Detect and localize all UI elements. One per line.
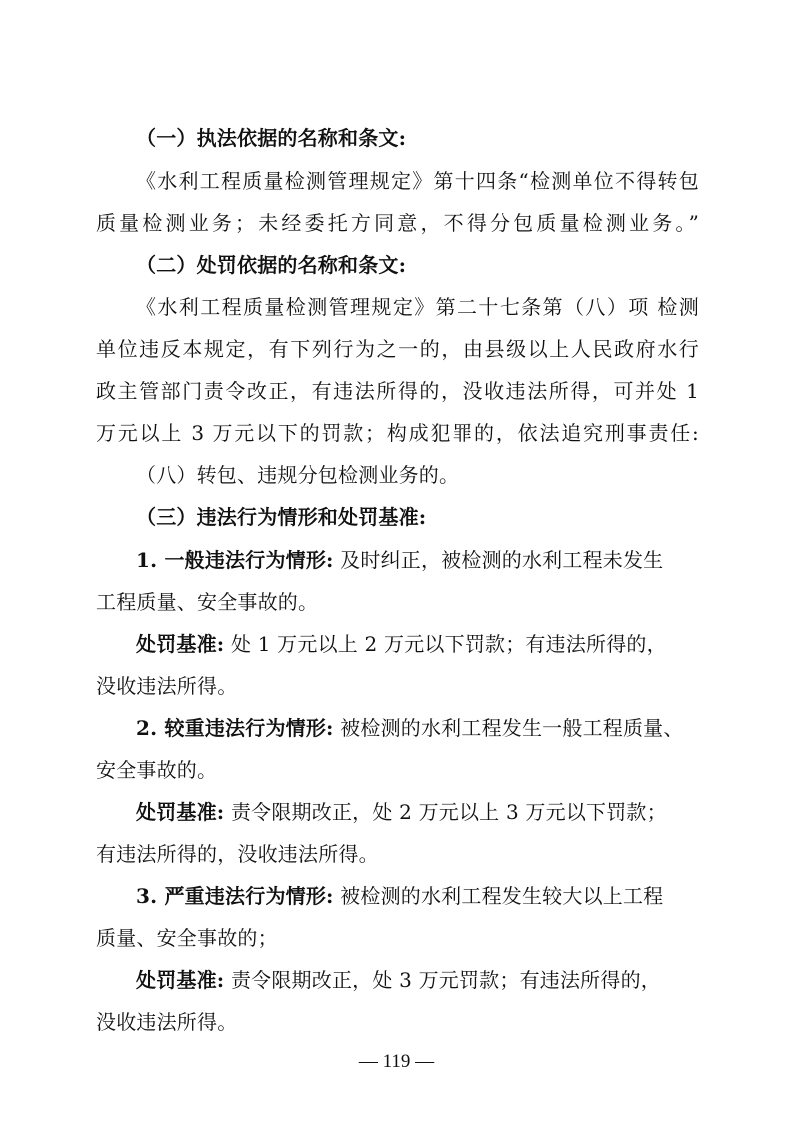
paragraph-line: 单位违反本规定，有下列行为之一的，由县级以上人民政府水行 [96, 337, 699, 361]
paragraph-line: 质量、安全事故的； [96, 926, 278, 950]
paragraph-line: 《水利工程质量检测管理规定》第二十七条第（八）项 检测 [136, 295, 699, 319]
paragraph-line: 质量检测业务；未经委托方同意，不得分包质量检测业务。” [96, 211, 699, 235]
penalty-label: 处罚基准: [136, 968, 225, 992]
item-label: 1. 一般违法行为情形: [136, 548, 334, 572]
heading-enforcement-basis: （一）执法依据的名称和条文: [136, 126, 407, 150]
item-text: 及时纠正，被检测的水利工程未发生 [333, 548, 664, 572]
penalty-standard-severe [136, 967, 661, 993]
penalty-standard-serious [136, 799, 667, 825]
paragraph-line: 《水利工程质量检测管理规定》第十四条“检测单位不得转包 [136, 169, 699, 193]
paragraph-line: 有违法所得的，没收违法所得。 [96, 842, 379, 866]
paragraph-line: 政主管部门责令改正，有违法所得的，没收违法所得，可并处 1 [96, 379, 699, 403]
paragraph-line: 没收违法所得。 [96, 674, 238, 698]
heading-violation-circumstances: （三）违法行为情形和处罚基准: [136, 505, 427, 529]
page-number: — 119 — [358, 1051, 435, 1072]
heading-penalty-basis: （二）处罚依据的名称和条文: [136, 253, 407, 277]
penalty-label: 处罚基准: [136, 800, 225, 824]
item-serious-violation [136, 715, 684, 741]
item-label: 3. 严重违法行为情形: [136, 884, 334, 908]
paragraph-line: 安全事故的。 [96, 758, 218, 782]
paragraph-line: 没收违法所得。 [96, 1010, 238, 1034]
item-label: 2. 较重违法行为情形: [136, 716, 334, 740]
penalty-label: 处罚基准: [136, 632, 225, 656]
penalty-text: 责令限期改正，处 3 万元罚款；有违法所得的， [224, 968, 661, 992]
paragraph-line: 工程质量、安全事故的。 [96, 590, 319, 614]
item-text: 被检测的水利工程发生较大以上工程 [333, 884, 664, 908]
paragraph-line: 万元以上 3 万元以下的罚款；构成犯罪的，依法追究刑事责任: [96, 421, 699, 445]
item-general-violation [136, 547, 663, 573]
penalty-standard-general [136, 631, 667, 657]
item-severe-violation [136, 883, 663, 909]
penalty-text: 处 1 万元以上 2 万元以下罚款；有违法所得的， [224, 632, 667, 656]
item-text: 被检测的水利工程发生一般工程质量、 [333, 716, 684, 740]
paragraph-line: （八）转包、违规分包检测业务的。 [136, 463, 460, 487]
penalty-text: 责令限期改正，处 2 万元以上 3 万元以下罚款； [224, 800, 667, 824]
